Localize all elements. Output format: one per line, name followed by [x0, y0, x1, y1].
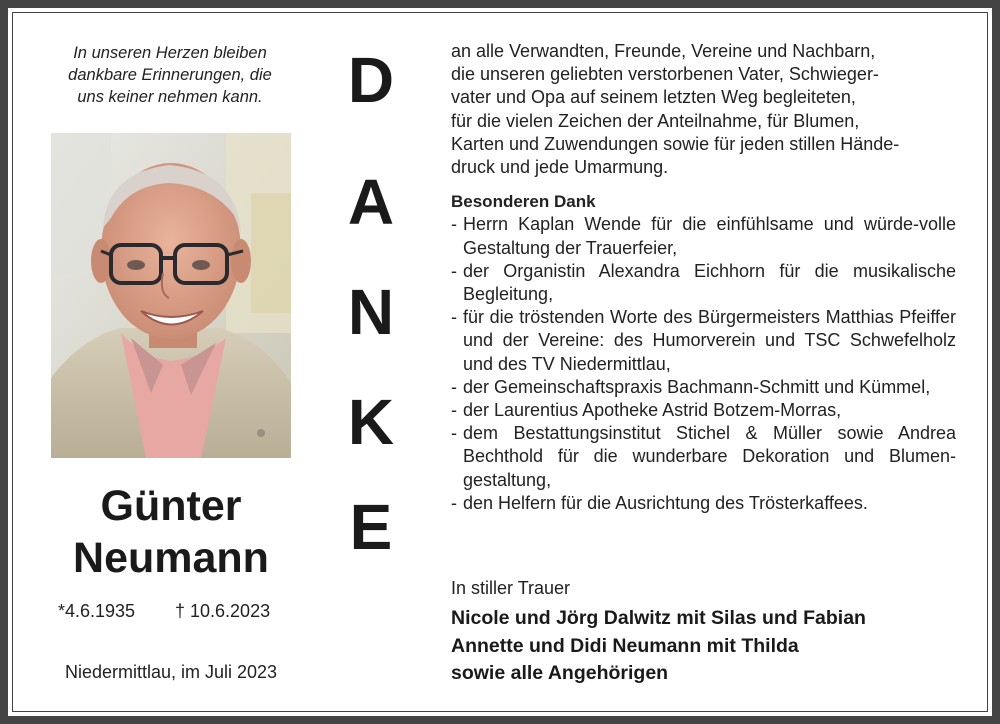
signers [451, 605, 866, 688]
signer-line: sowie alle Angehörigen [451, 662, 669, 684]
thanks-item-text: der Laurentius Apotheke Astrid Botzem-Morras, [463, 400, 842, 421]
bullet-dash: - [451, 376, 457, 397]
thanks-item-text: dem Bestattungsinstitut Stichel & Müller sowie Andrea Bechthold für die wunderbare Dekoration und Blumen-gestaltung, [463, 423, 956, 490]
signer-line: Nicole und Jörg Dalwitz mit Silas und Fabian [451, 607, 866, 629]
deceased-name [40, 480, 302, 584]
quote-line: In unseren Herzen bleiben [73, 44, 267, 62]
danke-heading [330, 40, 412, 570]
danke-letter: D [347, 44, 395, 116]
thanks-item-text: der Gemeinschaftspraxis Bachmann-Schmitt und Kümmel, [463, 376, 931, 397]
thanks-item [451, 399, 956, 422]
bullet-dash: - [451, 423, 457, 444]
bullet-dash: - [451, 307, 457, 328]
thanks-item [451, 492, 956, 515]
intro-line: Karten und Zuwendungen sowie für jeden stillen Hände- [451, 133, 900, 154]
thanks-item [451, 376, 956, 399]
danke-letter: N [347, 276, 395, 348]
bullet-dash: - [451, 260, 457, 281]
death-date: † 10.6.2023 [175, 601, 271, 621]
danke-letter: A [347, 166, 395, 238]
thanks-item-text: der Organistin Alexandra Eichhorn für die musikalische Begleitung, [463, 260, 956, 305]
birth-date: *4.6.1935 [58, 601, 136, 621]
thanks-text [451, 40, 956, 515]
intro-line: druck und jede Umarmung. [451, 157, 669, 178]
memorial-quote [40, 42, 300, 108]
thanks-item [451, 260, 956, 306]
last-name: Neumann [73, 534, 269, 582]
bullet-dash: - [451, 492, 457, 513]
intro-line: an alle Verwandten, Freunde, Vereine und Nachbarn, [451, 41, 876, 61]
quote-line: uns keiner nehmen kann. [77, 88, 263, 106]
intro-line: die unseren geliebten verstorbenen Vater, Schwieger- [451, 64, 879, 85]
special-thanks-heading: Besonderen Dank [451, 192, 596, 212]
portrait-photo [51, 133, 291, 458]
signer-line: Annette und Didi Neumann mit Thilda [451, 634, 799, 657]
intro-line: vater und Opa auf seinem letzten Weg begleiteten, [451, 87, 856, 108]
bullet-dash: - [451, 214, 457, 235]
place-and-date: Niedermittlau, im Juli 2023 [64, 662, 278, 682]
danke-letter: K [347, 386, 395, 458]
thanks-item-text: Herrn Kaplan Wende für die einfühlsame und würde-volle Gestaltung der Trauerfeier, [463, 214, 956, 258]
bullet-dash: - [451, 400, 457, 421]
thanks-item-text: den Helfern für die Ausrichtung des Trösterkaffees. [463, 492, 868, 513]
thanks-item [451, 422, 956, 492]
thanks-item-text: für die tröstenden Worte des Bürgermeisters Matthias Pfeiffer und der Vereine: des Humorverein und TSC Schwefelholz und des TV Niedermittlau, [463, 307, 956, 374]
first-name: Günter [100, 482, 242, 530]
intro-line: für die vielen Zeichen der Anteilnahme, für Blumen, [451, 110, 860, 131]
thanks-item [451, 213, 956, 259]
quote-line: dankbare Erinnerungen, die [68, 66, 272, 84]
mourning-label: In stiller Trauer [451, 578, 571, 598]
danke-letter: E [349, 491, 393, 563]
thanks-item [451, 306, 956, 376]
